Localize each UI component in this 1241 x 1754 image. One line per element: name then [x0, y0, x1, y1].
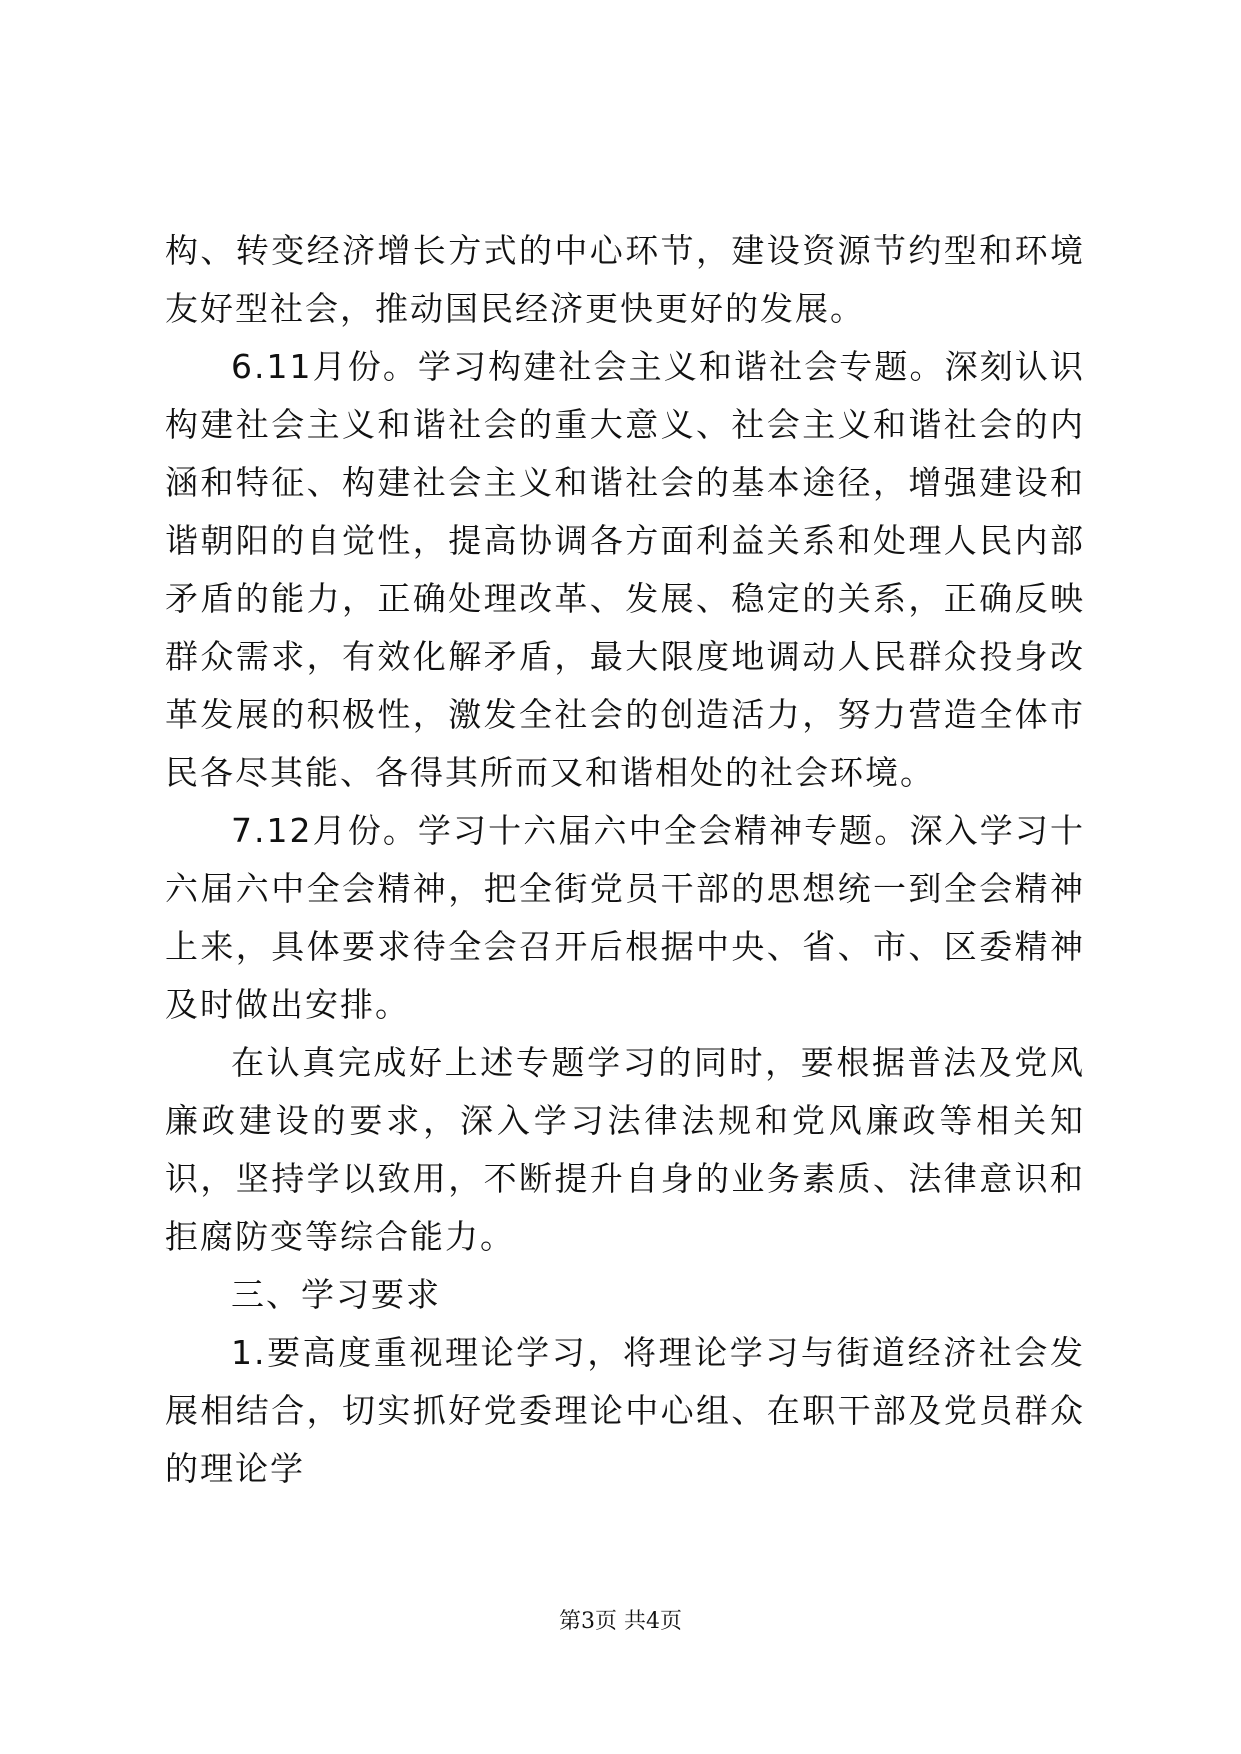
paragraph-study-note: 在认真完成好上述专题学习的同时，要根据普法及党风廉政建设的要求，深入学习法律法规和党风廉政等相关知识，坚持学以致用，不断提升自身的业务素质、法律意识和拒腐防变等综合能力。: [165, 1043, 1085, 1256]
paragraph-item-7: 7.12月份。学习十六届六中全会精神专题。深入学习十六届六中全会精神，把全街党员干部的思想统一到全会精神上来，具体要求待全会召开后根据中央、省、市、区委精神及时做出安排。: [165, 811, 1085, 1024]
paragraph-item-6: 6.11月份。学习构建社会主义和谐社会专题。深刻认识构建社会主义和谐社会的重大意义、社会主义和谐社会的内涵和特征、构建社会主义和谐社会的基本途径，增强建设和谐朝阳的自觉性，提高协调各方面利益关系和处理人民内部矛盾的能力，正确处理改革、发展、稳定的关系，正确反映群众需求，有效化解矛盾，最大限度地调动人民群众投身改革发展的积极性，激发全社会的创造活力，努力营造全体市民各尽其能、各得其所而又和谐相处的社会环境。: [165, 347, 1085, 792]
page-number-footer: 第3页 共4页: [559, 1609, 682, 1634]
paragraph-requirement-1: 1.要高度重视理论学习，将理论学习与街道经济社会发展相结合，切实抓好党委理论中心组、在职干部及党员群众的理论学: [165, 1333, 1085, 1488]
section-heading-requirements: 三、学习要求: [231, 1275, 441, 1314]
paragraph-continuation: 构、转变经济增长方式的中心环节，建设资源节约型和环境友好型社会，推动国民经济更快更好的发展。: [165, 231, 1085, 328]
document-body: [165, 222, 1085, 1498]
